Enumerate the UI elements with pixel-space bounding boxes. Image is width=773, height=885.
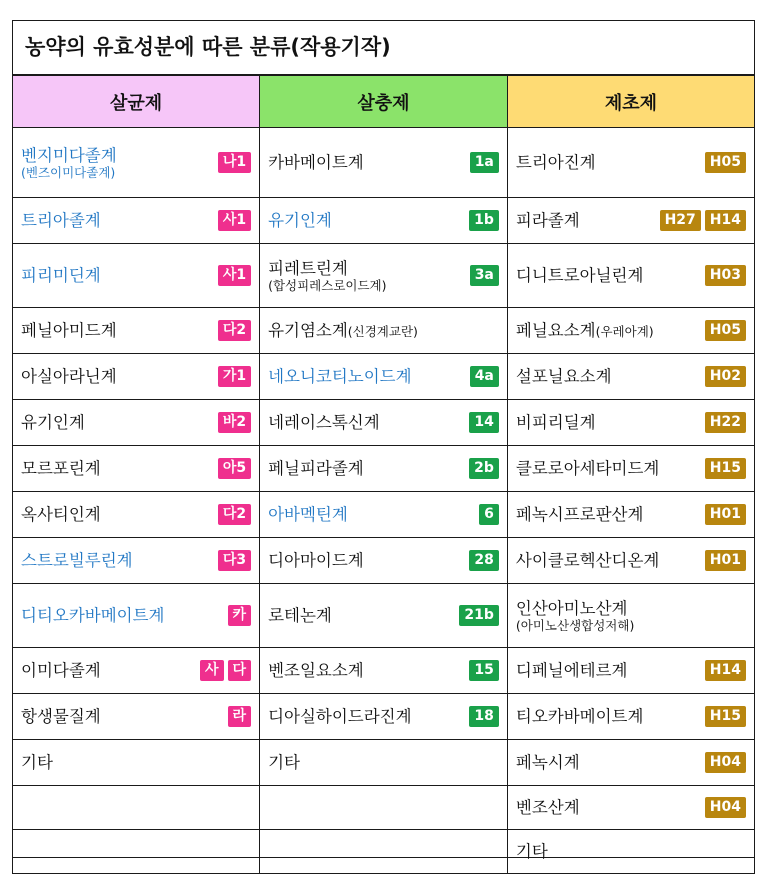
moa-badge-group [210, 458, 251, 479]
class-name-group [268, 211, 332, 230]
table-row [13, 584, 755, 648]
cell-content [516, 366, 746, 387]
moa-badge: 다 [228, 660, 252, 681]
moa-badge: H02 [705, 366, 746, 387]
moa-badge-group [192, 660, 251, 681]
cell-content [268, 706, 499, 727]
moa-badge: H03 [705, 265, 746, 286]
class-name: 기타 [268, 753, 300, 772]
herbicide-cell [507, 538, 754, 584]
cell-content [268, 259, 499, 293]
cell-content [268, 412, 499, 433]
cell-content [516, 210, 746, 231]
moa-badge: 3a [470, 265, 499, 286]
moa-badge-group [697, 504, 746, 525]
class-name-group [268, 153, 364, 172]
fungicide-cell [13, 354, 260, 400]
cell-content [21, 706, 251, 727]
class-name-group [516, 413, 596, 432]
class-name-group [21, 413, 85, 432]
cell-content [268, 210, 499, 231]
fungicide-cell [13, 740, 260, 786]
moa-badge-group [461, 706, 498, 727]
class-name-group [268, 413, 380, 432]
moa-badge: H05 [705, 320, 746, 341]
moa-badge-group [697, 706, 746, 727]
cell-content [21, 320, 251, 341]
table-row [13, 308, 755, 354]
class-name-group [516, 707, 644, 726]
moa-badge-group [697, 412, 746, 433]
moa-badge-group [697, 458, 746, 479]
moa-badge: 다3 [218, 550, 251, 571]
insecticide-cell [260, 740, 508, 786]
class-name-group [516, 266, 644, 285]
moa-badge: 18 [469, 706, 498, 727]
class-name: 아바멕틴계 [268, 505, 348, 524]
insecticide-cell [260, 538, 508, 584]
insecticide-cell [260, 400, 508, 446]
cell-content [516, 599, 746, 633]
fungicide-cell [13, 308, 260, 354]
moa-badge-group [461, 412, 498, 433]
class-name-group [268, 707, 411, 726]
class-name-group [21, 606, 164, 625]
fungicide-cell [13, 538, 260, 584]
class-name-group [21, 146, 117, 180]
cell-content [516, 265, 746, 286]
moa-badge: H22 [705, 412, 746, 433]
class-name: 항생물질계 [21, 707, 101, 726]
header-fungicide: 살균제 [13, 76, 260, 128]
class-name-group [516, 842, 548, 861]
class-name-group [21, 459, 101, 478]
moa-badge: 사 [200, 660, 224, 681]
cell-content [21, 550, 251, 571]
herbicide-cell [507, 694, 754, 740]
herbicide-cell [507, 492, 754, 538]
cell-content [268, 152, 499, 173]
cell-content [21, 412, 251, 433]
cell-content [268, 605, 499, 626]
fungicide-cell [13, 786, 260, 830]
cell-content [516, 504, 746, 525]
class-name-group [268, 259, 386, 293]
class-name: 네오니코티노이드계 [268, 367, 412, 386]
insecticide-cell [260, 648, 508, 694]
insecticide-cell [260, 198, 508, 244]
moa-badge: 15 [469, 660, 498, 681]
herbicide-cell [507, 198, 754, 244]
table-row [13, 354, 755, 400]
class-name: 유기인계 [21, 413, 85, 432]
table-row [13, 244, 755, 308]
moa-badge: H15 [705, 458, 746, 479]
cell-content [21, 366, 251, 387]
moa-badge: 가1 [218, 366, 251, 387]
cell-content [516, 706, 746, 727]
class-name: 디티오카바메이트계 [21, 606, 165, 625]
moa-badge: 21b [459, 605, 499, 626]
moa-badge: 2b [469, 458, 499, 479]
cell-content [516, 752, 746, 773]
moa-badge-group [210, 152, 251, 173]
class-name: 벤조일요소계 [268, 661, 364, 680]
moa-badge-group [471, 504, 499, 525]
moa-badge-group [461, 210, 499, 231]
table-row [13, 446, 755, 492]
herbicide-cell [507, 354, 754, 400]
class-name-group [268, 606, 332, 625]
insecticide-cell [260, 244, 508, 308]
moa-badge-group [697, 660, 746, 681]
class-name: 벤조산계 [515, 798, 580, 817]
moa-badge: 나1 [218, 152, 251, 173]
insecticide-cell [260, 308, 508, 354]
moa-badge: 6 [479, 504, 499, 525]
table-row [13, 830, 755, 874]
moa-badge: 1b [469, 210, 499, 231]
class-name: 페닐피라졸계 [268, 459, 364, 478]
header-insecticide: 살충제 [260, 76, 508, 128]
moa-badge-group [461, 458, 499, 479]
moa-badge: H05 [705, 152, 746, 173]
insecticide-cell [260, 446, 508, 492]
class-name: 페닐아미드계 [21, 321, 117, 340]
table-row [13, 128, 755, 198]
moa-badge: H01 [705, 550, 746, 571]
class-name-group [268, 505, 348, 524]
cell-content [21, 605, 251, 626]
herbicide-cell [507, 244, 754, 308]
class-name-group [21, 753, 53, 772]
moa-badge: 사1 [218, 265, 251, 286]
class-name-group [516, 599, 634, 633]
table-row [13, 198, 755, 244]
class-name: 모르포린계 [21, 459, 101, 478]
fungicide-cell [13, 694, 260, 740]
insecticide-cell [260, 492, 508, 538]
moa-badge: H14 [705, 660, 746, 681]
insecticide-cell [260, 354, 508, 400]
moa-badge-group [461, 550, 498, 571]
table-row [13, 492, 755, 538]
class-name: 티오카바메이트계 [515, 707, 644, 726]
cell-content [21, 265, 251, 286]
moa-badge-group [652, 210, 746, 231]
cell-content [21, 753, 251, 772]
class-name: 인산아미노산계 [515, 598, 628, 618]
moa-badge: 1a [470, 152, 499, 173]
class-name: 디페닐에테르계 [515, 661, 628, 680]
class-name: 옥사티인계 [21, 505, 101, 524]
classification-table [12, 75, 755, 874]
moa-badge-group [210, 320, 251, 341]
moa-badge-group [210, 210, 251, 231]
herbicide-cell [507, 648, 754, 694]
moa-badge-group [462, 265, 499, 286]
cell-content [516, 458, 746, 479]
class-name-group [21, 211, 101, 230]
class-name: 이미다졸계 [21, 661, 101, 680]
class-name-group [268, 551, 364, 570]
insecticide-cell [260, 786, 508, 830]
class-note: (우레아계) [595, 323, 654, 339]
fungicide-cell [13, 648, 260, 694]
class-name-group [268, 459, 364, 478]
moa-badge-group [210, 550, 251, 571]
table-row [13, 694, 755, 740]
table-row [13, 538, 755, 584]
class-name-group [516, 153, 596, 172]
moa-badge: H04 [705, 797, 746, 818]
class-name-group [516, 753, 580, 772]
class-name: 트리아진계 [515, 153, 596, 172]
cell-content [268, 458, 499, 479]
class-name-group [21, 367, 117, 386]
moa-badge-group [697, 550, 746, 571]
class-name: 피라졸계 [515, 211, 580, 230]
herbicide-cell [507, 786, 754, 830]
moa-badge-group [697, 152, 746, 173]
herbicide-cell [507, 400, 754, 446]
moa-badge: 라 [228, 706, 252, 727]
cell-content [268, 753, 499, 772]
class-name-group [516, 211, 580, 230]
herbicide-cell [507, 830, 754, 874]
moa-badge: 다2 [218, 320, 251, 341]
class-name-group [516, 459, 659, 478]
class-name: 페녹시프로판산계 [515, 505, 644, 524]
class-subname: (아미노산생합성저해) [515, 617, 635, 633]
insecticide-cell [260, 694, 508, 740]
cell-content [268, 504, 499, 525]
class-name-group [516, 505, 644, 524]
class-name: 설포닐요소계 [515, 367, 612, 386]
herbicide-cell [507, 308, 754, 354]
herbicide-cell [507, 128, 754, 198]
class-name-group [21, 266, 101, 285]
moa-badge-group [210, 412, 251, 433]
cell-content [516, 660, 746, 681]
moa-badge: 바2 [218, 412, 251, 433]
moa-badge: H14 [705, 210, 746, 231]
fungicide-cell [13, 492, 260, 538]
class-name-group [21, 321, 117, 340]
cell-content [516, 842, 746, 861]
classification-table-frame [12, 20, 755, 861]
class-note: (신경계교란) [347, 323, 418, 339]
class-name-group [516, 367, 612, 386]
herbicide-cell [507, 584, 754, 648]
moa-badge-group [697, 265, 746, 286]
insecticide-cell [260, 128, 508, 198]
moa-badge-group [697, 366, 746, 387]
moa-badge-group [220, 605, 252, 626]
moa-badge-group [210, 265, 251, 286]
class-name: 기타 [21, 753, 53, 772]
cell-content [516, 550, 746, 571]
table-row [13, 400, 755, 446]
class-name: 벤지미다졸계 [21, 145, 117, 165]
class-name-group [516, 798, 580, 817]
moa-badge: H27 [660, 210, 701, 231]
fungicide-cell [13, 128, 260, 198]
herbicide-cell [507, 446, 754, 492]
cell-content [21, 146, 251, 180]
class-name-group [268, 367, 411, 386]
class-name: 유기염소계(신경계교란) [268, 320, 418, 340]
fungicide-cell [13, 400, 260, 446]
moa-badge-group [462, 366, 499, 387]
class-name: 로테논계 [268, 606, 332, 625]
class-name-group [21, 505, 101, 524]
class-name: 카바메이트계 [268, 153, 364, 172]
cell-content [268, 550, 499, 571]
class-name: 클로로아세타미드계 [515, 459, 660, 478]
cell-content [516, 152, 746, 173]
cell-content [268, 660, 499, 681]
class-name: 비피리딜계 [515, 413, 596, 432]
class-name-group [21, 707, 101, 726]
class-name: 기타 [515, 842, 548, 861]
fungicide-cell [13, 830, 260, 874]
table-row [13, 648, 755, 694]
table-row [13, 786, 755, 830]
class-name: 네레이스톡신계 [268, 413, 380, 432]
class-name: 스트로빌루린계 [21, 551, 133, 570]
class-name-group [21, 551, 133, 570]
fungicide-cell [13, 584, 260, 648]
moa-badge-group [697, 320, 746, 341]
moa-badge: H15 [705, 706, 746, 727]
cell-content [21, 660, 251, 681]
moa-badge-group [462, 152, 499, 173]
header-row [13, 76, 755, 128]
class-name: 피레트린계 [268, 258, 348, 278]
class-name: 디니트로아닐린계 [515, 266, 644, 285]
moa-badge-group [220, 706, 252, 727]
moa-badge: 사1 [218, 210, 251, 231]
fungicide-cell [13, 244, 260, 308]
class-name-group [268, 661, 364, 680]
moa-badge: H04 [705, 752, 746, 773]
cell-content [268, 366, 499, 387]
class-subname: (합성피레스로이드계) [268, 277, 387, 293]
class-name-group [516, 321, 654, 341]
class-name-group [516, 661, 628, 680]
class-name: 피리미딘계 [21, 266, 101, 285]
cell-content [21, 210, 251, 231]
moa-badge-group [461, 660, 498, 681]
class-name: 페닐요소계(우레아계) [515, 320, 654, 340]
cell-content [21, 458, 251, 479]
class-name-group [516, 551, 659, 570]
moa-badge: 아5 [218, 458, 251, 479]
cell-content [21, 504, 251, 525]
class-name: 디아마이드계 [268, 551, 364, 570]
fungicide-cell [13, 446, 260, 492]
insecticide-cell [260, 584, 508, 648]
class-name: 트리아졸계 [21, 211, 101, 230]
class-subname: (벤즈이미다졸계) [21, 164, 116, 180]
cell-content [516, 320, 746, 341]
class-name-group [21, 661, 101, 680]
moa-badge: 4a [470, 366, 499, 387]
class-name: 아실아라닌계 [21, 367, 117, 386]
page-title: 농약의 유효성분에 따른 분류(작용기작) [13, 21, 754, 75]
table-body [13, 128, 755, 874]
cell-content [516, 412, 746, 433]
insecticide-cell [260, 830, 508, 874]
table-row [13, 740, 755, 786]
cell-content [268, 321, 499, 341]
moa-badge-group [697, 752, 746, 773]
moa-badge: 카 [228, 605, 252, 626]
moa-badge-group [210, 366, 251, 387]
moa-badge: 14 [469, 412, 498, 433]
class-name: 페녹시계 [515, 753, 580, 772]
header-herbicide: 제초제 [507, 76, 754, 128]
moa-badge-group [697, 797, 746, 818]
class-name-group [268, 321, 418, 341]
moa-badge: 다2 [218, 504, 251, 525]
fungicide-cell [13, 198, 260, 244]
class-name: 사이클로헥산디온계 [515, 551, 660, 570]
moa-badge: 28 [469, 550, 498, 571]
herbicide-cell [507, 740, 754, 786]
moa-badge: H01 [705, 504, 746, 525]
class-name-group [268, 753, 300, 772]
cell-content [516, 797, 746, 818]
class-name: 디아실하이드라진계 [268, 707, 412, 726]
moa-badge-group [451, 605, 499, 626]
class-name: 유기인계 [268, 211, 332, 230]
moa-badge-group [210, 504, 251, 525]
